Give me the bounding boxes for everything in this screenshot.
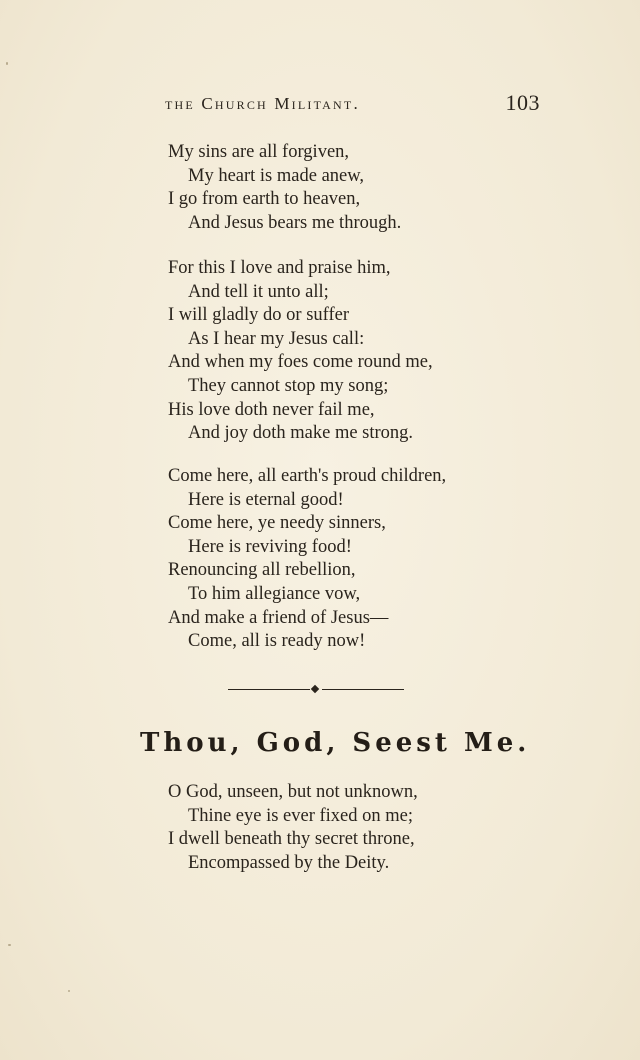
running-head: the Church Militant. [165,94,360,113]
ornamental-divider [228,684,404,696]
verse-line: For this I love and praise him, [168,258,391,278]
divider-rule-left [228,689,310,690]
verse-line: Thine eye is ever fixed on me; [188,805,413,826]
verse-line: My sins are all forgiven, [168,142,350,162]
verse-line: As I hear my Jesus call: [188,328,365,349]
paper-speck [68,990,70,992]
paper-speck [8,944,11,946]
page-header [165,90,540,120]
stanza-4 [168,781,528,875]
verse-line: Encompassed by the Deity. [188,852,390,873]
verse-line: And joy doth make me strong. [188,423,414,444]
verse-line: My heart is made anew, [188,165,365,186]
stanza-3 [168,465,528,654]
stanza-2 [168,257,528,446]
hymn-title: Thou, God, Seest Me. [140,728,531,758]
page-number: 103 [505,90,540,115]
verse-line: Here is eternal good! [188,489,344,510]
verse-line: They cannot stop my song; [188,375,389,396]
divider-rule-right [322,689,404,690]
verse-line: Here is reviving food! [188,536,352,557]
verse-line: To him allegiance vow, [188,583,361,604]
verse-line: Renouncing all rebellion, [168,560,356,581]
stanza-1 [168,141,528,235]
verse-line: Come, all is ready now! [188,631,366,652]
verse-line: Come here, all earth's proud children, [168,466,447,486]
verse-line: I dwell beneath thy secret throne, [168,829,415,850]
verse-line: And when my foes come round me, [168,352,433,373]
verse-line: O God, unseen, but not unknown, [168,782,418,802]
verse-line: His love doth never fail me, [168,399,375,420]
verse-line: And Jesus bears me through. [188,212,402,233]
diamond-ornament-icon [311,685,319,693]
verse-line: And tell it unto all; [188,281,329,302]
verse-line: I will gladly do or suffer [168,305,350,326]
verse-line: I go from earth to heaven, [168,189,361,210]
verse-line: And make a friend of Jesus— [168,607,389,628]
verse-line: Come here, ye needy sinners, [168,513,386,534]
paper-speck [6,62,8,65]
